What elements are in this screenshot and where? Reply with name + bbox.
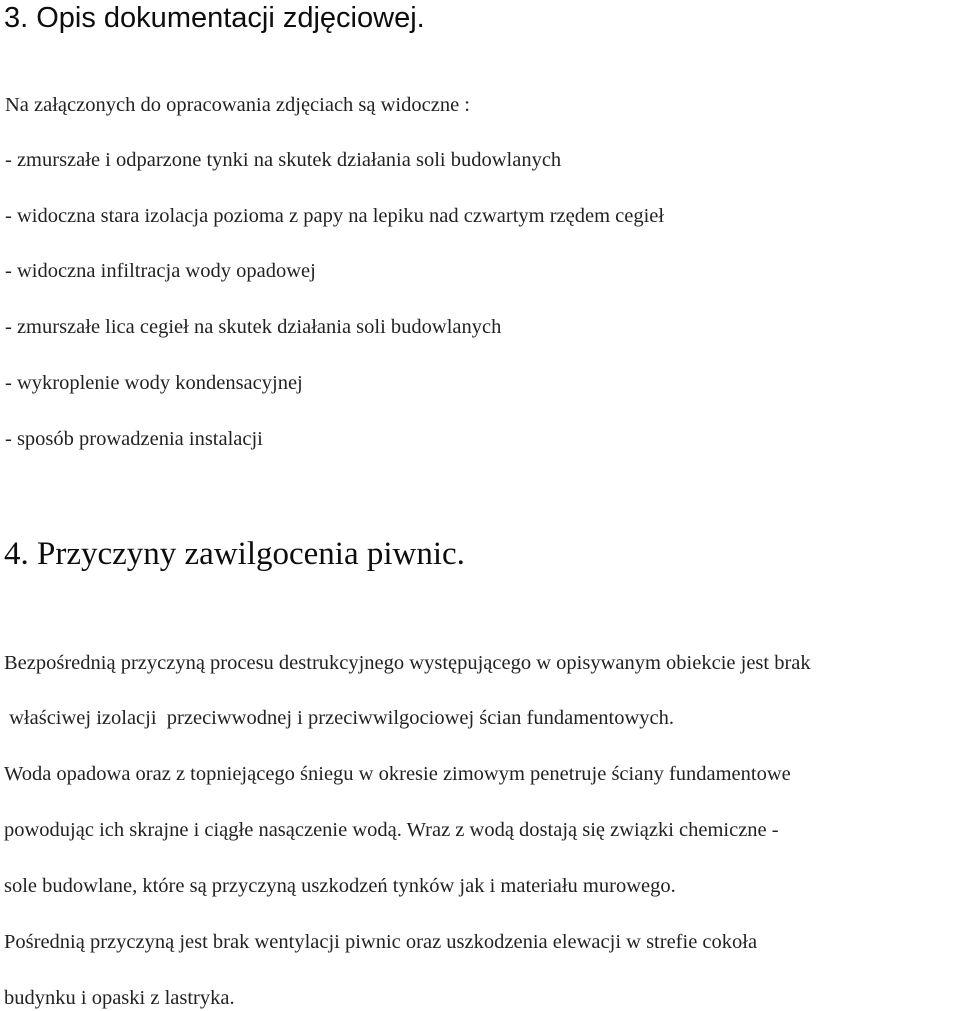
list-item: - wykroplenie wody kondensacyjnej xyxy=(5,372,303,394)
paragraph-line: Bezpośrednią przyczyną procesu destrukcyjnego występującego w opisywanym obiekcie jest brak xyxy=(4,652,811,674)
paragraph-line: powodując ich skrajne i ciągłe nasączenie wodą. Wraz z wodą dostają się związki chemiczne - xyxy=(4,819,779,841)
section-3-intro: Na załączonych do opracowania zdjęciach są widoczne : xyxy=(5,94,470,116)
list-item: - zmurszałe i odparzone tynki na skutek działania soli budowlanych xyxy=(5,149,562,171)
paragraph-line: Pośrednią przyczyną jest brak wentylacji piwnic oraz uszkodzenia elewacji w strefie cokoła xyxy=(4,931,758,953)
section-3-heading: 3. Opis dokumentacji zdjęciowej. xyxy=(4,2,425,34)
paragraph-line: budynku i opaski z lastryka. xyxy=(4,987,235,1009)
paragraph-line: Woda opadowa oraz z topniejącego śniegu w okresie zimowym penetruje ściany fundamentowe xyxy=(4,763,791,785)
list-item: - widoczna stara izolacja pozioma z papy na lepiku nad czwartym rzędem cegieł xyxy=(5,205,665,227)
list-item: - zmurszałe lica cegieł na skutek działania soli budowlanych xyxy=(5,316,502,338)
paragraph-line: sole budowlane, które są przyczyną uszkodzeń tynków jak i materiału murowego. xyxy=(4,875,676,897)
list-item: - widoczna infiltracja wody opadowej xyxy=(5,260,316,282)
section-4-heading: 4. Przyczyny zawilgocenia piwnic. xyxy=(4,536,465,572)
list-item: - sposób prowadzenia instalacji xyxy=(5,428,263,450)
paragraph-line: właściwej izolacji przeciwwodnej i przeciwwilgociowej ścian fundamentowych. xyxy=(4,707,674,729)
